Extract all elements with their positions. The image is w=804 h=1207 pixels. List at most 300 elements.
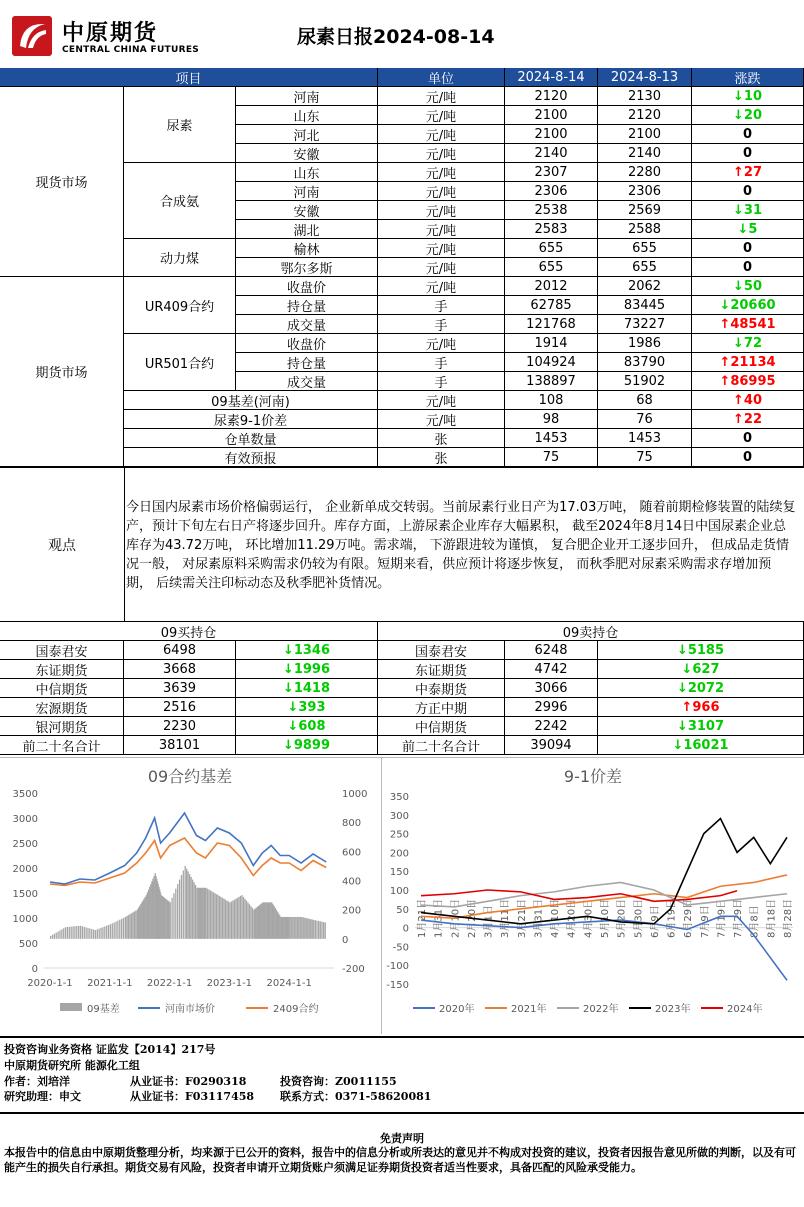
author-certificate: 从业证书：F0290318 <box>130 1075 247 1088</box>
basis-bar <box>171 898 172 939</box>
row-value-prev: 83445 <box>598 296 692 315</box>
basis-bar <box>244 899 245 939</box>
legend-label: 河南市场价 <box>165 1004 215 1015</box>
basis-bar <box>249 904 250 939</box>
basis-bar <box>237 898 238 939</box>
basis-bar <box>266 902 267 938</box>
basis-bar <box>279 915 280 939</box>
basis-bar <box>278 913 279 939</box>
row-change: ↑21134 <box>692 353 804 372</box>
basis-bar <box>234 900 235 939</box>
row-value-today: 2306 <box>505 182 598 201</box>
row-item-name: 山东 <box>236 163 378 182</box>
basis-bar <box>219 896 220 939</box>
sell-broker-name: 东证期货 <box>378 660 505 679</box>
basis-bar <box>262 902 263 938</box>
basis-bar <box>241 895 242 939</box>
row-unit: 元/吨 <box>378 277 505 296</box>
basis-bar <box>63 928 64 939</box>
basis-bar <box>238 897 239 939</box>
x-tick-label: 7月29日 <box>733 898 745 938</box>
company-logo-icon <box>12 16 52 56</box>
x-tick-label: 6月29日 <box>683 898 695 938</box>
disclaimer-section <box>0 1112 804 1207</box>
basis-bar <box>310 919 311 939</box>
basis-bar <box>99 929 100 939</box>
analyst-info <box>0 1036 804 1104</box>
sell-position-title: 09卖持仓 <box>378 622 804 641</box>
basis-bar <box>189 874 190 939</box>
sell-position-change: ↓5185 <box>598 641 804 660</box>
basis-bar <box>132 912 133 938</box>
row-value-prev: 655 <box>598 258 692 277</box>
buy-position-value: 3668 <box>124 660 236 679</box>
row-unit: 手 <box>378 315 505 334</box>
basis-bar <box>95 930 96 939</box>
basis-bar <box>269 902 270 938</box>
row-value-today: 98 <box>505 410 598 429</box>
y-tick-label: 100 <box>389 886 409 897</box>
basis-bar <box>282 917 283 939</box>
basis-bar <box>226 901 227 939</box>
y-tick-label-right: 200 <box>342 905 362 917</box>
basis-bar <box>149 887 150 939</box>
sell-position-value: 39094 <box>505 736 598 755</box>
buy-broker-name: 银河期货 <box>0 717 124 736</box>
x-tick-label: 2022-1-1 <box>146 978 193 989</box>
basis-bar <box>289 917 290 939</box>
basis-bar <box>181 875 182 939</box>
basis-bar <box>102 927 103 939</box>
basis-bar <box>243 897 244 939</box>
basis-bar <box>276 910 277 939</box>
row-value-today: 104924 <box>505 353 598 372</box>
section-label-spot: 现货市场 <box>0 87 124 277</box>
basis-bar <box>161 895 162 939</box>
basis-bar <box>134 911 135 938</box>
viewpoint-section <box>0 467 804 622</box>
sell-position-change: ↓3107 <box>598 717 804 736</box>
y-tick-label: 250 <box>389 829 409 841</box>
row-item-name: 鄂尔多斯 <box>236 258 378 277</box>
row-value-today: 1914 <box>505 334 598 353</box>
basis-bar <box>264 902 265 938</box>
basis-bar <box>301 917 302 939</box>
legend-swatch <box>60 1003 82 1011</box>
basis-bar <box>147 892 148 938</box>
basis-bar <box>210 891 211 939</box>
sell-position-change: ↓16021 <box>598 736 804 755</box>
basis-bar <box>72 926 73 938</box>
basis-bar <box>179 880 180 939</box>
y-tick-label-right: 800 <box>342 818 362 830</box>
basis-bar <box>69 927 70 939</box>
row-item-name: 成交量 <box>236 372 378 391</box>
row-change: 0 <box>692 429 804 448</box>
basis-bar <box>250 906 251 939</box>
basis-bar <box>291 917 292 939</box>
buy-position-change: ↓393 <box>236 698 378 717</box>
row-unit: 元/吨 <box>378 182 505 201</box>
y-tick-label: 350 <box>389 792 409 803</box>
basis-bar <box>304 918 305 939</box>
basis-bar <box>288 917 289 939</box>
basis-bar <box>292 917 293 939</box>
row-value-today: 655 <box>505 239 598 258</box>
x-tick-label: 3月11日 <box>500 898 512 938</box>
y-tick-label: -100 <box>386 961 409 973</box>
table-header-cell: 2024-8-13 <box>598 68 692 87</box>
row-value-prev: 73227 <box>598 315 692 334</box>
row-value-today: 2100 <box>505 125 598 144</box>
basis-bar <box>71 927 72 939</box>
basis-bar <box>163 897 164 939</box>
basis-bar <box>152 879 153 939</box>
row-item-name: 安徽 <box>236 201 378 220</box>
row-change: 0 <box>692 182 804 201</box>
row-value-today: 2583 <box>505 220 598 239</box>
basis-bar <box>141 902 142 938</box>
row-value-today: 2120 <box>505 87 598 106</box>
basis-bar <box>123 918 124 939</box>
basis-bar <box>91 929 92 939</box>
basis-bar <box>225 900 226 939</box>
x-tick-label: 4月10日 <box>550 898 562 938</box>
basis-bar <box>125 917 126 939</box>
row-value-today: 2140 <box>505 144 598 163</box>
basis-bar <box>150 884 151 939</box>
basis-bar <box>192 880 193 939</box>
basis-bar <box>247 902 248 938</box>
row-change: ↑48541 <box>692 315 804 334</box>
y-tick-label: 50 <box>396 904 409 916</box>
y-tick-label-right: 600 <box>342 847 362 859</box>
basis-bar <box>117 921 118 939</box>
basis-bar <box>271 902 272 938</box>
y-tick-label: 0 <box>402 923 409 935</box>
x-tick-label: 2月10日 <box>450 898 462 938</box>
basis-bar <box>52 935 53 939</box>
basis-bar <box>285 917 286 939</box>
basis-bar <box>186 869 187 939</box>
row-value-today: 138897 <box>505 372 598 391</box>
y-tick-label-left: 500 <box>18 939 38 950</box>
basis-bar <box>190 877 191 939</box>
row-value-prev: 2120 <box>598 106 692 125</box>
basis-bar <box>193 882 194 939</box>
row-item-name: 仓单数量 <box>124 429 378 448</box>
basis-bar <box>198 888 199 939</box>
row-value-prev: 2100 <box>598 125 692 144</box>
qualification-line: 投资咨询业务资格 证监发【2014】217号 <box>4 1043 216 1056</box>
row-unit: 张 <box>378 448 505 467</box>
x-tick-label: 2月20日 <box>466 898 478 938</box>
sell-position-value: 6248 <box>505 641 598 660</box>
basis-bar <box>223 899 224 939</box>
legend-label: 2024年 <box>727 1004 763 1015</box>
x-tick-label: 4月30日 <box>583 898 595 938</box>
row-change: 0 <box>692 125 804 144</box>
basis-bar <box>222 898 223 939</box>
x-tick-label: 1月21日 <box>417 898 428 938</box>
chart-title: 9-1价差 <box>563 767 623 786</box>
sell-position-value: 2242 <box>505 717 598 736</box>
basis-bar <box>87 928 88 939</box>
basis-bar <box>202 888 203 939</box>
author-name: 作者：刘培洋 <box>4 1075 70 1088</box>
row-item-name: 持仓量 <box>236 353 378 372</box>
viewpoint-text: 今日国内尿素市场价格偏弱运行， 企业新单成交转弱。当前尿素行业日产为17.03万吨， 随着前期检修装置的陆续复产，预计下旬左右日产将逐步回升。库存方面，上游尿素企业库存大幅累积， 截至2024年8月14日中国尿素企业总库存为43.72万吨， 环比增加11.29万吨。需求端， 下游跟进较为谨慎， 复合肥企业开工逐步回升， 但成品走货情况一般， 对尿素原料采购需求仍较为有限。短期来看，供应预计将逐步恢复， 而秋季肥对尿素采购需求存增加预期， 后续需关注印标动态及秋季肥补货情况。 <box>126 500 796 591</box>
x-tick-label: 8月8日 <box>749 905 761 938</box>
row-change: ↓31 <box>692 201 804 220</box>
basis-bar <box>85 927 86 938</box>
row-unit: 元/吨 <box>378 87 505 106</box>
x-tick-label: 8月28日 <box>783 898 794 938</box>
table-header-cell: 涨跌 <box>692 68 804 87</box>
basis-bar <box>240 896 241 939</box>
x-tick-label: 8月18日 <box>766 898 778 938</box>
logo-english-name: CENTRAL CHINA FUTURES <box>62 45 200 55</box>
basis-bar <box>151 881 152 938</box>
row-change: 0 <box>692 239 804 258</box>
basis-bar <box>183 870 184 938</box>
row-unit: 张 <box>378 429 505 448</box>
legend-label: 09基差 <box>87 1004 120 1015</box>
basis-bar <box>80 926 81 939</box>
basis-bar <box>199 888 200 939</box>
basis-bar <box>281 917 282 939</box>
row-value-today: 655 <box>505 258 598 277</box>
row-value-today: 2100 <box>505 106 598 125</box>
basis-bar <box>228 901 229 938</box>
basis-bar <box>257 907 258 939</box>
basis-bar <box>170 902 171 938</box>
basis-bar <box>313 920 314 939</box>
disclaimer-text: 本报告中的信息由中原期货整理分析，均来源于已公开的资料，报告中的信息分析或所表达的意见并不构成对投资的建议，投资者因报告意见所做的判断，以及有可能产生的损失自行承担。期货交易有风险，投资者申请开立期货账户须满足证券期货投资者适当性要求，具备匹配的风险承受能力。 <box>4 1146 796 1174</box>
basis-bar <box>167 901 168 939</box>
basis-bar <box>309 919 310 939</box>
basis-bar <box>148 890 149 939</box>
row-value-prev: 75 <box>598 448 692 467</box>
group-label: UR501合约 <box>124 334 236 391</box>
basis-bar <box>143 899 144 939</box>
x-tick-label: 3月31日 <box>533 898 545 938</box>
basis-bar <box>216 894 217 939</box>
basis-bar <box>135 911 136 939</box>
table-header-cell: 2024-8-14 <box>505 68 598 87</box>
basis-bar <box>268 902 269 938</box>
basis-bar <box>277 911 278 938</box>
basis-bar <box>104 926 105 938</box>
basis-bar <box>320 921 321 939</box>
basis-bar <box>200 888 201 939</box>
x-tick-label: 7月9日 <box>699 905 711 938</box>
row-value-prev: 2140 <box>598 144 692 163</box>
basis-bar <box>273 906 274 939</box>
buy-position-value: 3639 <box>124 679 236 698</box>
basis-bar <box>316 921 317 939</box>
chart-title: 09合约基差 <box>147 767 233 786</box>
row-item-name: 河南 <box>236 182 378 201</box>
basis-bar <box>114 922 115 938</box>
table-header-cell: 单位 <box>378 68 505 87</box>
buy-position-change: ↓1996 <box>236 660 378 679</box>
row-unit: 元/吨 <box>378 239 505 258</box>
basis-bar <box>131 913 132 939</box>
buy-position-change: ↓1418 <box>236 679 378 698</box>
y-tick-label-left: 1000 <box>12 914 38 925</box>
buy-position-title: 09买持仓 <box>0 622 378 641</box>
row-change: ↓20 <box>692 106 804 125</box>
row-value-prev: 1453 <box>598 429 692 448</box>
basis-bar <box>259 905 260 939</box>
basis-bar <box>175 889 176 939</box>
spread-chart <box>383 758 803 1034</box>
y-tick-label: 150 <box>389 867 409 879</box>
basis-bar <box>260 904 261 939</box>
basis-bar <box>89 928 90 938</box>
sell-position-change: ↑966 <box>598 698 804 717</box>
basis-bar <box>258 906 259 939</box>
basis-bar <box>297 917 298 939</box>
basis-bar <box>119 920 120 939</box>
basis-bar <box>256 908 257 939</box>
section-label-futures: 期货市场 <box>0 277 124 467</box>
legend-label: 2023年 <box>655 1004 691 1015</box>
basis-bar <box>211 891 212 938</box>
basis-bar <box>106 926 107 939</box>
row-unit: 元/吨 <box>378 334 505 353</box>
row-item-name: 河南 <box>236 87 378 106</box>
basis-bar <box>76 926 77 939</box>
x-tick-label: 2023-1-1 <box>206 978 253 989</box>
basis-bar <box>121 919 122 939</box>
row-item-name: 成交量 <box>236 315 378 334</box>
basis-bar <box>74 926 75 939</box>
basis-bar <box>270 902 271 938</box>
y-tick-label: -150 <box>386 980 409 991</box>
row-item-name: 湖北 <box>236 220 378 239</box>
basis-bar <box>298 917 299 939</box>
basis-bar <box>213 892 214 938</box>
x-tick-label: 6月9日 <box>649 905 661 938</box>
report-header <box>0 0 804 68</box>
x-tick-label: 3月21日 <box>516 898 528 938</box>
basis-bar <box>93 930 94 939</box>
basis-bar <box>177 884 178 939</box>
x-tick-label: 7月19日 <box>716 898 728 938</box>
x-tick-label: 1月31日 <box>433 898 445 938</box>
row-value-today: 75 <box>505 448 598 467</box>
basis-bar <box>229 902 230 938</box>
row-unit: 手 <box>378 372 505 391</box>
basis-bar <box>325 922 326 938</box>
buy-position-change: ↓9899 <box>236 736 378 755</box>
viewpoint-label: 观点 <box>0 468 125 621</box>
row-change: ↓20660 <box>692 296 804 315</box>
row-value-prev: 51902 <box>598 372 692 391</box>
y-tick-label: 300 <box>389 810 409 822</box>
basis-bar <box>261 903 262 939</box>
row-change: 0 <box>692 448 804 467</box>
basis-bar <box>272 904 273 939</box>
y-tick-label: -50 <box>392 942 409 954</box>
row-change: ↑86995 <box>692 372 804 391</box>
basis-bar <box>321 922 322 939</box>
basis-bar <box>201 888 202 939</box>
legend-label: 2020年 <box>439 1004 475 1015</box>
x-tick-label: 2024-1-1 <box>266 978 312 989</box>
basis-bar <box>252 908 253 939</box>
basis-bar <box>312 920 313 939</box>
basis-bar <box>129 914 130 939</box>
row-value-prev: 1986 <box>598 334 692 353</box>
group-label: 合成氨 <box>124 163 236 239</box>
basis-bar <box>82 926 83 939</box>
report-title: 尿素日报2024-08-14 <box>297 26 495 48</box>
row-value-today: 108 <box>505 391 598 410</box>
basis-bar <box>205 888 206 939</box>
basis-bar <box>67 927 68 939</box>
row-value-prev: 655 <box>598 239 692 258</box>
row-change: ↑22 <box>692 410 804 429</box>
basis-bar <box>195 885 196 939</box>
row-unit: 元/吨 <box>378 220 505 239</box>
legend-label: 2021年 <box>511 1004 547 1015</box>
basis-bar <box>108 925 109 939</box>
row-item-name: 收盘价 <box>236 277 378 296</box>
basis-bar <box>138 908 139 939</box>
buy-position-value: 38101 <box>124 736 236 755</box>
basis-bar <box>280 917 281 939</box>
basis-bar <box>306 918 307 939</box>
basis-bar <box>253 910 254 939</box>
basis-bar <box>203 888 204 939</box>
basis-bar <box>254 909 255 939</box>
basis-bar <box>59 930 60 938</box>
basis-bar <box>307 918 308 938</box>
basis-bar <box>286 917 287 939</box>
row-value-prev: 2569 <box>598 201 692 220</box>
basis-bar <box>139 906 140 939</box>
contact-phone: 联系方式：0371-58620081 <box>280 1090 432 1103</box>
basis-bar <box>115 922 116 939</box>
basis-bar <box>323 922 324 939</box>
row-value-prev: 2062 <box>598 277 692 296</box>
basis-bar <box>100 928 101 939</box>
row-item-name: 河北 <box>236 125 378 144</box>
y-tick-label-right: -200 <box>342 964 365 975</box>
basis-bar <box>168 901 169 938</box>
buy-position-value: 2516 <box>124 698 236 717</box>
row-value-prev: 83790 <box>598 353 692 372</box>
basis-bar <box>126 916 127 939</box>
institute-line: 中原期货研究所 能源化工组 <box>4 1059 140 1072</box>
basis-bar <box>61 929 62 938</box>
y-tick-label-left: 2500 <box>12 839 38 850</box>
row-unit: 元/吨 <box>378 201 505 220</box>
y-tick-label-right: 0 <box>342 934 349 946</box>
basis-bar <box>128 915 129 939</box>
row-unit: 元/吨 <box>378 144 505 163</box>
x-tick-label: 5月20日 <box>616 898 628 938</box>
row-change: ↓72 <box>692 334 804 353</box>
basis-bar <box>185 866 186 939</box>
buy-position-value: 6498 <box>124 641 236 660</box>
row-item-name: 尿素9-1价差 <box>124 410 378 429</box>
x-tick-label: 4月20日 <box>566 898 578 938</box>
basis-bar <box>217 895 218 939</box>
